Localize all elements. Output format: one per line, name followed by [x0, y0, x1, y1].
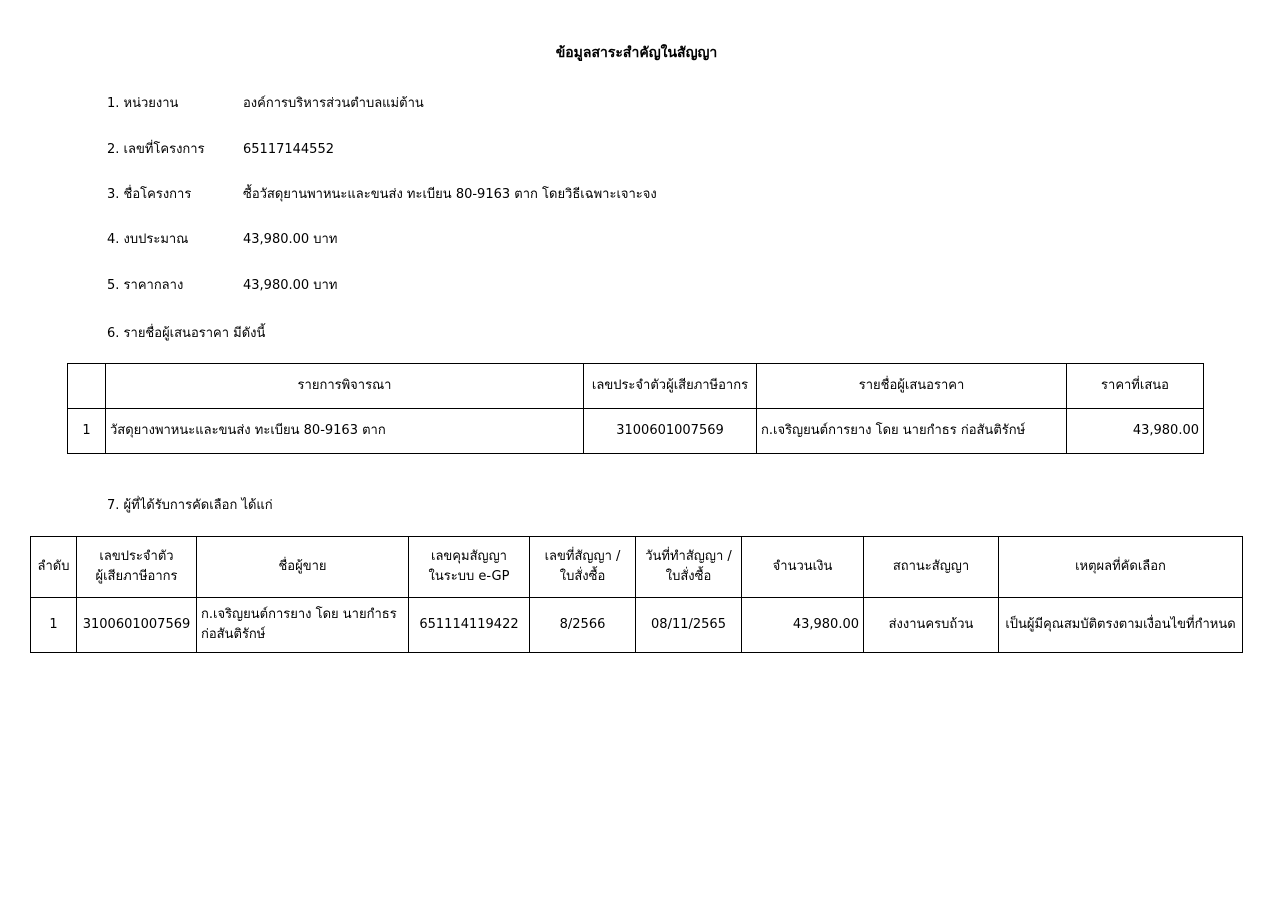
cell-reason: เป็นผู้มีคุณสมบัติตรงตามเงื่อนไขที่กำหนด	[999, 598, 1243, 653]
header-cell-contract-no	[530, 537, 636, 598]
document-title: ข้อมูลสาระสำคัญในสัญญา	[555, 45, 718, 61]
header-cell-bidder: รายชื่อผู้เสนอราคา	[757, 364, 1067, 409]
table-row	[68, 409, 1204, 454]
seller-line: ก.เจริญยนต์การยาง โดย นายกำธร	[201, 607, 397, 622]
bidders-table	[67, 363, 1204, 454]
cell-amount: 43,980.00	[742, 598, 864, 653]
seller-line: ก่อสันติรักษ์	[201, 627, 266, 642]
header-cell-amount	[742, 537, 864, 598]
info-value: 43,980.00 บาท	[243, 232, 338, 247]
info-label: 2. เลขที่โครงการ	[107, 142, 205, 157]
header-cell-contract-date	[636, 537, 742, 598]
header-cell-egp-no	[409, 537, 530, 598]
cell-contract-date: 08/11/2565	[636, 598, 742, 653]
cell-order: 1	[31, 598, 77, 653]
cell-bidder: ก.เจริญยนต์การยาง โดย นายกำธร ก่อสันติรักษ์	[757, 409, 1067, 454]
info-value: 65117144552	[243, 142, 334, 157]
table-header-row	[68, 364, 1204, 409]
header-cell-tax-id	[77, 537, 197, 598]
header-line: จำนวนเงิน	[772, 559, 833, 574]
header-line: ลำดับ	[37, 559, 70, 574]
section-bidders-title: 6. รายชื่อผู้เสนอราคา มีดังนี้	[107, 326, 266, 341]
header-cell-seller	[197, 537, 409, 598]
table-row	[31, 598, 1243, 653]
header-line: ชื่อผู้ขาย	[278, 559, 327, 574]
header-cell-price: ราคาที่เสนอ	[1067, 364, 1204, 409]
section-winners-title: 7. ผู้ที่ได้รับการคัดเลือก ได้แก่	[107, 498, 273, 513]
info-value: ซื้อวัสดุยานพาหนะและขนส่ง ทะเบียน 80-9163 ตาก โดยวิธีเฉพาะเจาะจง	[243, 187, 657, 202]
header-line: ผู้เสียภาษีอากร	[95, 569, 178, 584]
table-header-row	[31, 537, 1243, 598]
header-cell-no	[68, 364, 106, 409]
info-label: 3. ชื่อโครงการ	[107, 187, 192, 202]
info-value: องค์การบริหารส่วนตำบลแม่ต้าน	[243, 96, 424, 111]
header-line: เลขประจำตัว	[99, 549, 174, 564]
header-line: เลขที่สัญญา /	[544, 549, 621, 564]
header-cell-tax-id: เลขประจำตัวผู้เสียภาษีอากร	[584, 364, 757, 409]
info-label: 4. งบประมาณ	[107, 232, 189, 247]
header-cell-reason	[999, 537, 1243, 598]
winners-table	[30, 536, 1243, 653]
info-label: 1. หน่วยงาน	[107, 96, 179, 111]
header-cell-item: รายการพิจารณา	[106, 364, 584, 409]
header-line: เลขคุมสัญญา	[431, 549, 507, 564]
header-cell-status	[864, 537, 999, 598]
cell-status: ส่งงานครบถ้วน	[864, 598, 999, 653]
header-line: วันที่ทำสัญญา /	[645, 549, 732, 564]
header-cell-order	[31, 537, 77, 598]
cell-contract-no: 8/2566	[530, 598, 636, 653]
cell-price: 43,980.00	[1067, 409, 1204, 454]
cell-tax-id: 3100601007569	[584, 409, 757, 454]
header-line: ใบสั่งซื้อ	[559, 569, 606, 584]
cell-tax-id: 3100601007569	[77, 598, 197, 653]
header-line: ใบสั่งซื้อ	[665, 569, 712, 584]
header-line: เหตุผลที่คัดเลือก	[1075, 559, 1166, 574]
header-line: สถานะสัญญา	[892, 559, 970, 574]
info-value: 43,980.00 บาท	[243, 278, 338, 293]
cell-seller	[197, 598, 409, 653]
cell-no: 1	[68, 409, 106, 454]
info-label: 5. ราคากลาง	[107, 278, 184, 293]
header-line: ในระบบ e-GP	[428, 569, 510, 584]
cell-item: วัสดุยางพาหนะและขนส่ง ทะเบียน 80-9163 ตาก	[106, 409, 584, 454]
cell-egp-no: 651114119422	[409, 598, 530, 653]
